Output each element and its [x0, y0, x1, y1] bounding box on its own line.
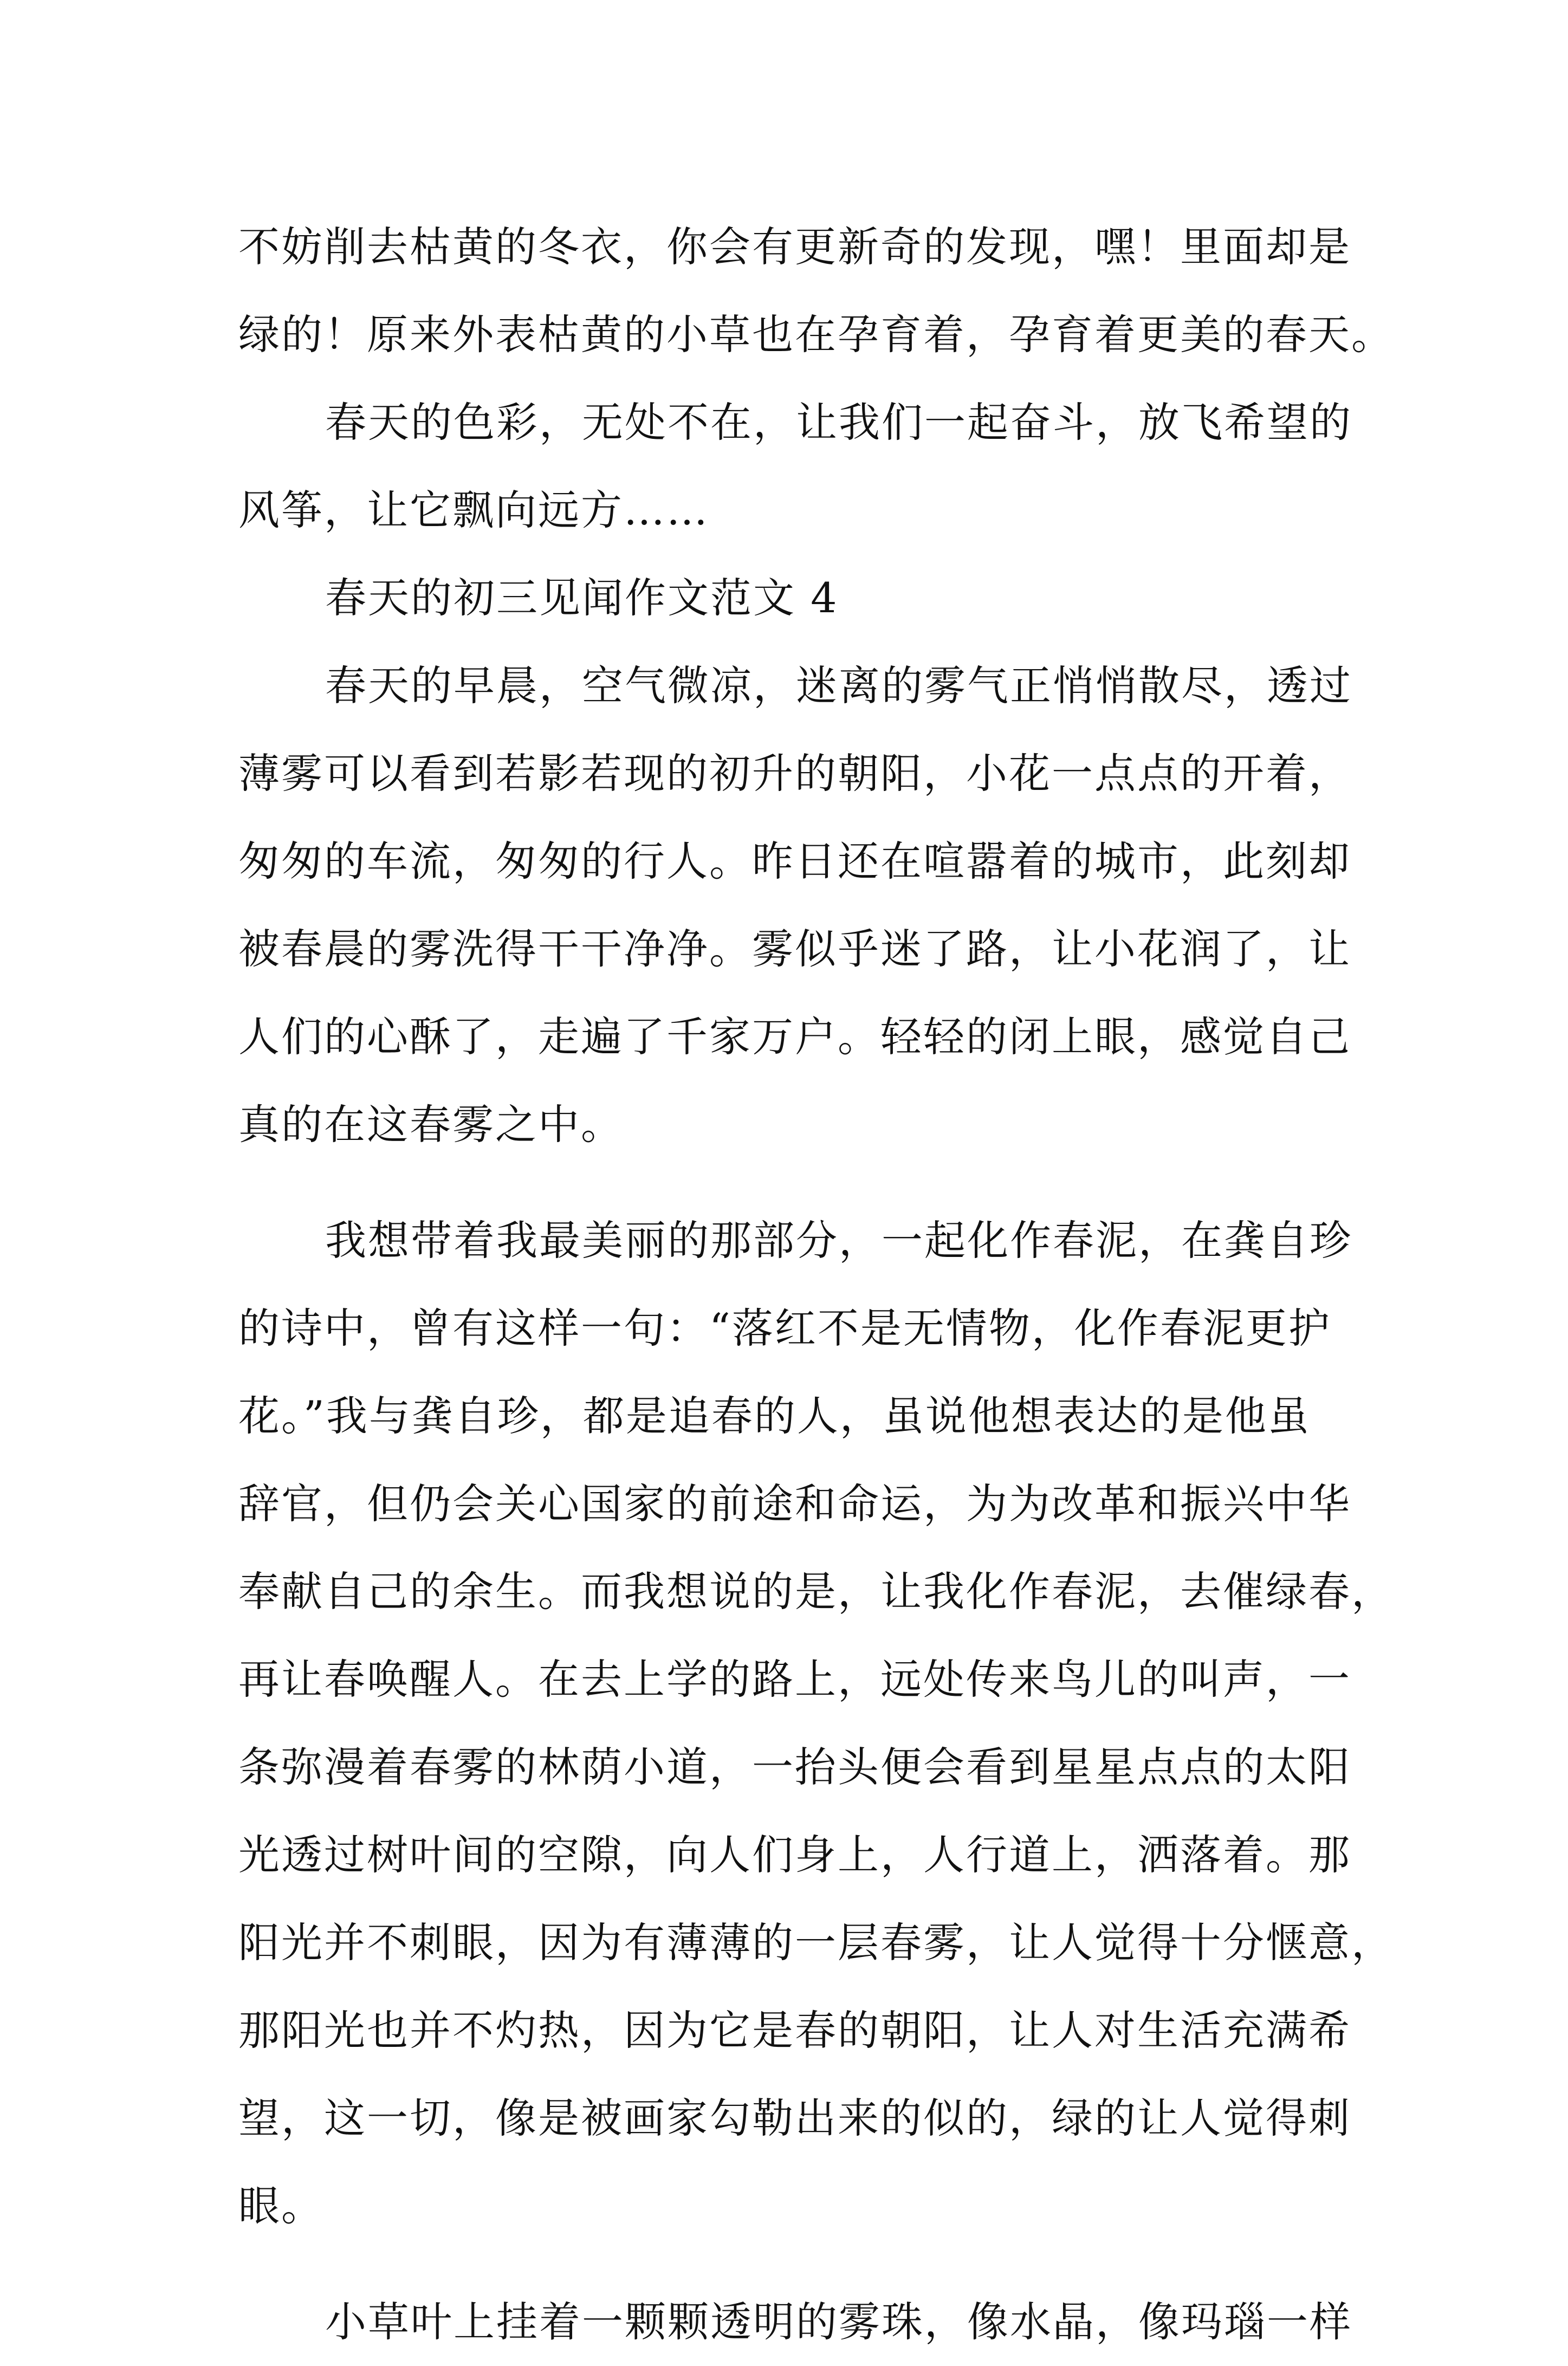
paragraph-line: 绿的！原来外表枯黄的小草也在孕育着，孕育着更美的春天。 — [238, 310, 1394, 359]
paragraph-line: 我想带着我最美丽的那部分，一起化作春泥，在龚自珍 — [325, 1216, 1352, 1265]
paragraph-line: 辞官，但仍会关心国家的前途和命运，为为改革和振兴中华 — [238, 1480, 1351, 1528]
paragraph-line: 小草叶上挂着一颗颗透明的雾珠，像水晶，像玛瑙一样 — [325, 2298, 1352, 2346]
paragraph-line: 花。”我与龚自珍，都是追春的人，虽说他想表达的是他虽 — [238, 1392, 1311, 1440]
paragraph-line: 被春晨的雾洗得干干净净。雾似乎迷了路，让小花润了，让 — [238, 925, 1351, 973]
paragraph-line: 奉献自己的余生。而我想说的是，让我化作春泥，去催绿春， — [238, 1567, 1394, 1616]
paragraph-line: 光透过树叶间的空隙，向人们身上，人行道上，洒落着。那 — [238, 1831, 1351, 1879]
paragraph-line: 风筝，让它飘向远方…… — [238, 486, 709, 534]
paragraph-line: 真的在这春雾之中。 — [238, 1100, 624, 1149]
section-heading: 春天的初三见闻作文范文 4 — [325, 574, 839, 622]
paragraph-line: 匆匆的车流，匆匆的行人。昨日还在喧嚣着的城市，此刻却 — [238, 837, 1351, 885]
paragraph-line: 条弥漫着春雾的林荫小道，一抬头便会看到星星点点的太阳 — [238, 1743, 1351, 1791]
document-body — [238, 203, 1394, 2366]
paragraph-line: 的诗中，曾有这样一句：“落红不是无情物，化作春泥更护 — [238, 1304, 1331, 1352]
paragraph-line: 春天的早晨，空气微凉，迷离的雾气正悄悄散尽，透过 — [325, 662, 1352, 710]
paragraph-line: 人们的心酥了，走遍了千家万户。轻轻的闭上眼，感觉自己 — [238, 1013, 1351, 1061]
paragraph-gap — [238, 2250, 1355, 2278]
paragraph-line: 阳光并不刺眼，因为有薄薄的一层春雾，让人觉得十分惬意， — [238, 1918, 1394, 1967]
paragraph-line: 那阳光也并不灼热，因为它是春的朝阳，让人对生活充满希 — [238, 2006, 1351, 2054]
paragraph-gap — [238, 1169, 1355, 1197]
paragraph-line: 眼。 — [238, 2182, 324, 2230]
paragraph-line: 薄雾可以看到若影若现的初升的朝阳，小花一点点的开着， — [238, 749, 1351, 798]
paragraph-line: 春天的色彩，无处不在，让我们一起奋斗，放飞希望的 — [325, 398, 1352, 446]
paragraph-line: 再让春唤醒人。在去上学的路上，远处传来鸟儿的叫声，一 — [238, 1655, 1351, 1703]
paragraph-line: 望，这一切，像是被画家勾勒出来的似的，绿的让人觉得刺 — [238, 2094, 1351, 2142]
paragraph-line: 不妨削去枯黄的冬衣，你会有更新奇的发现，嘿！里面却是 — [238, 223, 1351, 271]
